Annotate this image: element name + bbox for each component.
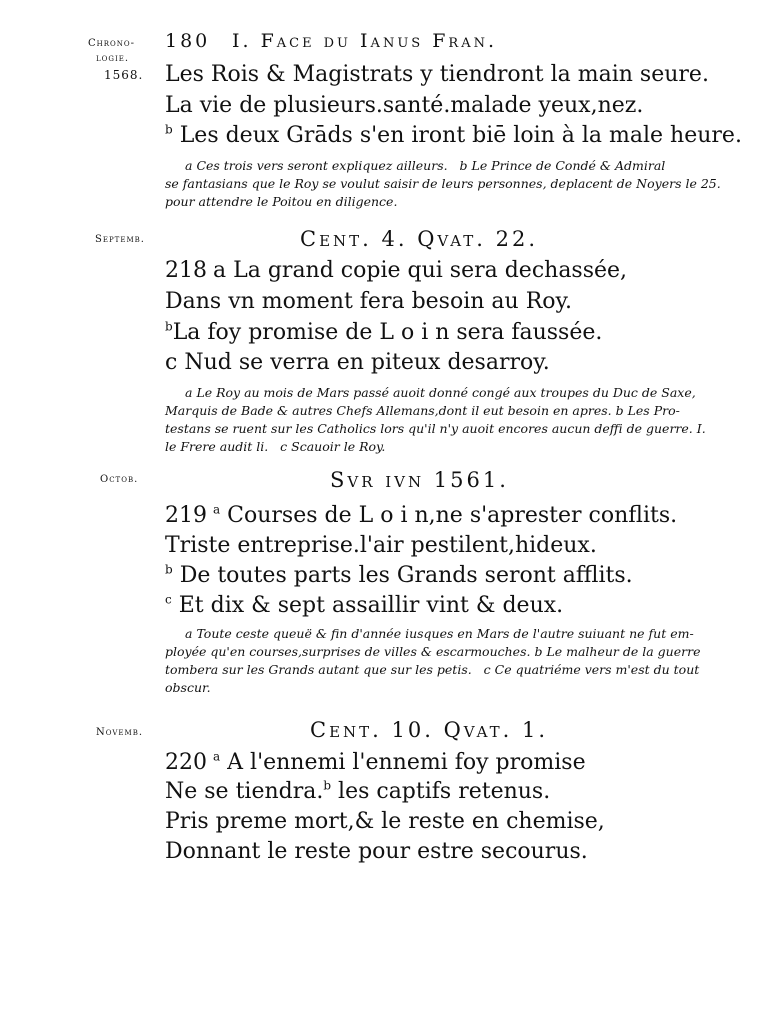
footnote-line: le Frere audit li. c Scauoir le Roy. [165,439,386,454]
verse-line: $^b$ De toutes parts les Grands seront afflits. [165,562,633,588]
page-number: 180 [165,30,211,52]
running-title: I. Face du Ianus Fran. [232,30,497,52]
margin-year: 1568. [104,68,144,82]
verse-line: Les Rois & Magistrats y tiendront la main seure. [165,62,709,87]
footnote-line: a Toute ceste queuë & fin d'année iusques en Mars de l'autre suiuant ne fut em- [185,626,694,641]
verse-line: $^c$ Et dix & sept assaillir vint & deux. [165,592,564,618]
verse-line: $^b$La foy promise de L o i n sera faussée. [165,319,603,345]
verse-number: 220 [165,750,207,775]
verse-line: Pris preme mort,& le reste en chemise, [165,809,605,834]
verse-line: $^b$ Les deux Grāds s'en iront biē loin à la male heure. [165,122,742,148]
section-heading: Svr ivn 1561. [330,468,509,492]
verse-line: 219 $^a$ Courses de L o i n,ne s'aprester conflits. [165,502,678,528]
verse-line: Ne se tiendra.$^b$ les captifs retenus. [165,778,551,804]
margin-chronologie-2: logie. [96,53,130,64]
footnote-line: ployée qu'en courses,surprises de villes & escarmouches. b Le malheur de la guerre [165,644,701,659]
verse-line: Donnant le reste pour estre secourus. [165,839,588,864]
margin-octobre: Octob. [100,474,139,485]
footnote-line: pour attendre le Poitou en diligence. [165,194,398,209]
margin-septembre: Septemb. [95,234,145,245]
verse-number: 218 [165,258,207,283]
footnote-line: a Le Roy au mois de Mars passé auoit donné congé aux troupes du Duc de Saxe, [185,385,696,400]
footnote-line: se fantasians que le Roy se voulut saisir de leurs personnes, deplacent de Noyers le 25. [165,176,721,191]
verse-line: c Nud se verra en piteux desarroy. [165,350,550,375]
verse-line: Triste entreprise.l'air pestilent,hideux. [165,533,597,558]
footnote-line: tombera sur les Grands autant que sur les petis. c Ce quatriéme vers m'est du tout [165,662,700,677]
footnote-line: testans se ruent sur les Catholics lors qu'il n'y auoit encores aucun deffi de guerre. I. [165,421,706,436]
section-heading: Cent. 4. Qvat. 22. [300,227,539,251]
verse-line: 218 a La grand copie qui sera dechassée, [165,258,628,283]
margin-chronologie-1: Chrono- [88,38,136,49]
footnote-line: obscur. [165,680,211,695]
verse-number: 219 [165,503,207,528]
margin-novembre: Novemb. [96,727,144,738]
verse-line: 220 $^a$ A l'ennemi l'ennemi foy promise [165,749,586,775]
note-mark: b [165,122,173,137]
verse-line: La vie de plusieurs.santé.malade yeux,nez. [165,93,644,118]
verse-line: Dans vn moment fera besoin au Roy. [165,289,572,314]
section-heading: Cent. 10. Qvat. 1. [310,718,549,742]
footnote-line: a Ces trois vers seront expliquez ailleurs. b Le Prince de Condé & Admiral [185,158,666,173]
footnote-line: Marquis de Bade & autres Chefs Allemans,dont il eut besoin en apres. b Les Pro- [165,403,680,418]
